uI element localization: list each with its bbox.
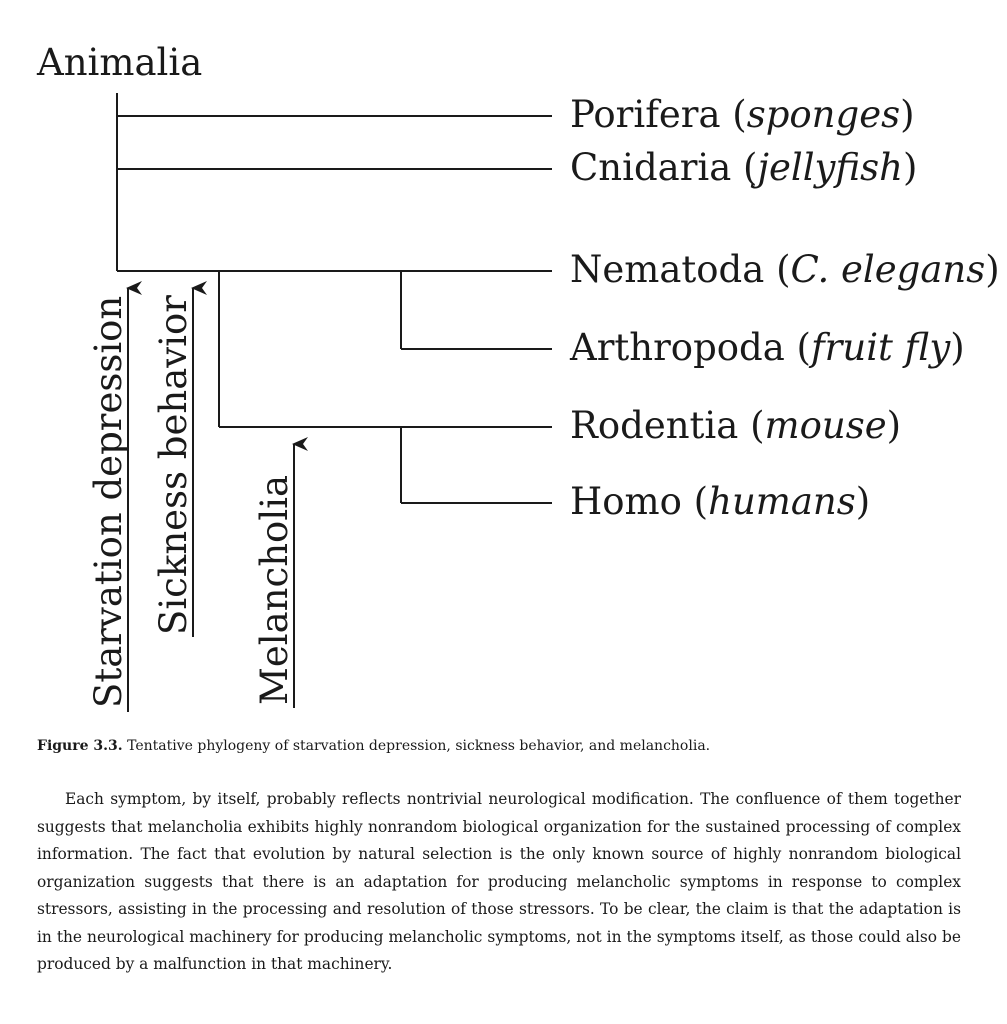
figure-caption [37, 738, 967, 754]
taxon-label: Nematoda (C. elegans) [570, 248, 1000, 291]
figure-caption-text: Tentative phylogeny of starvation depression, sickness behavior, and melancholia. [127, 738, 711, 754]
taxon-label: Porifera (sponges) [570, 93, 915, 136]
taxon-label: Cnidaria (jellyfish) [570, 146, 918, 189]
figure-number: Figure 3.3. [37, 738, 123, 754]
trait-label-sickness-behavior: Sickness behavior [152, 295, 195, 635]
taxon-label: Homo (humans) [570, 480, 871, 523]
body-paragraph: Each symptom, by itself, probably reflects nontrivial neurological modification. The confluence of them together suggests that melancholia exhibits highly nonrandom biological organization for the sustained processing of complex information. The fact that evolution by natural selection is the only known source of highly nonrandom biological organization suggests that there is an adaptation for producing melancholic symptoms in response to complex stressors, assisting in the processing and resolution of those stressors. To be clear, the claim is that the adaptation is in the neurological machinery for producing melancholic symptoms, not in the symptoms itself, as those could also be produced by a malfunction in that machinery. [37, 790, 961, 973]
trait-label-starvation-depression: Starvation depression [87, 295, 130, 708]
trait-label-melancholia: Melancholia [253, 474, 296, 705]
root-label: Animalia [37, 41, 203, 84]
taxon-label: Arthropoda (fruit fly) [570, 326, 965, 369]
taxon-label: Rodentia (mouse) [570, 404, 902, 447]
